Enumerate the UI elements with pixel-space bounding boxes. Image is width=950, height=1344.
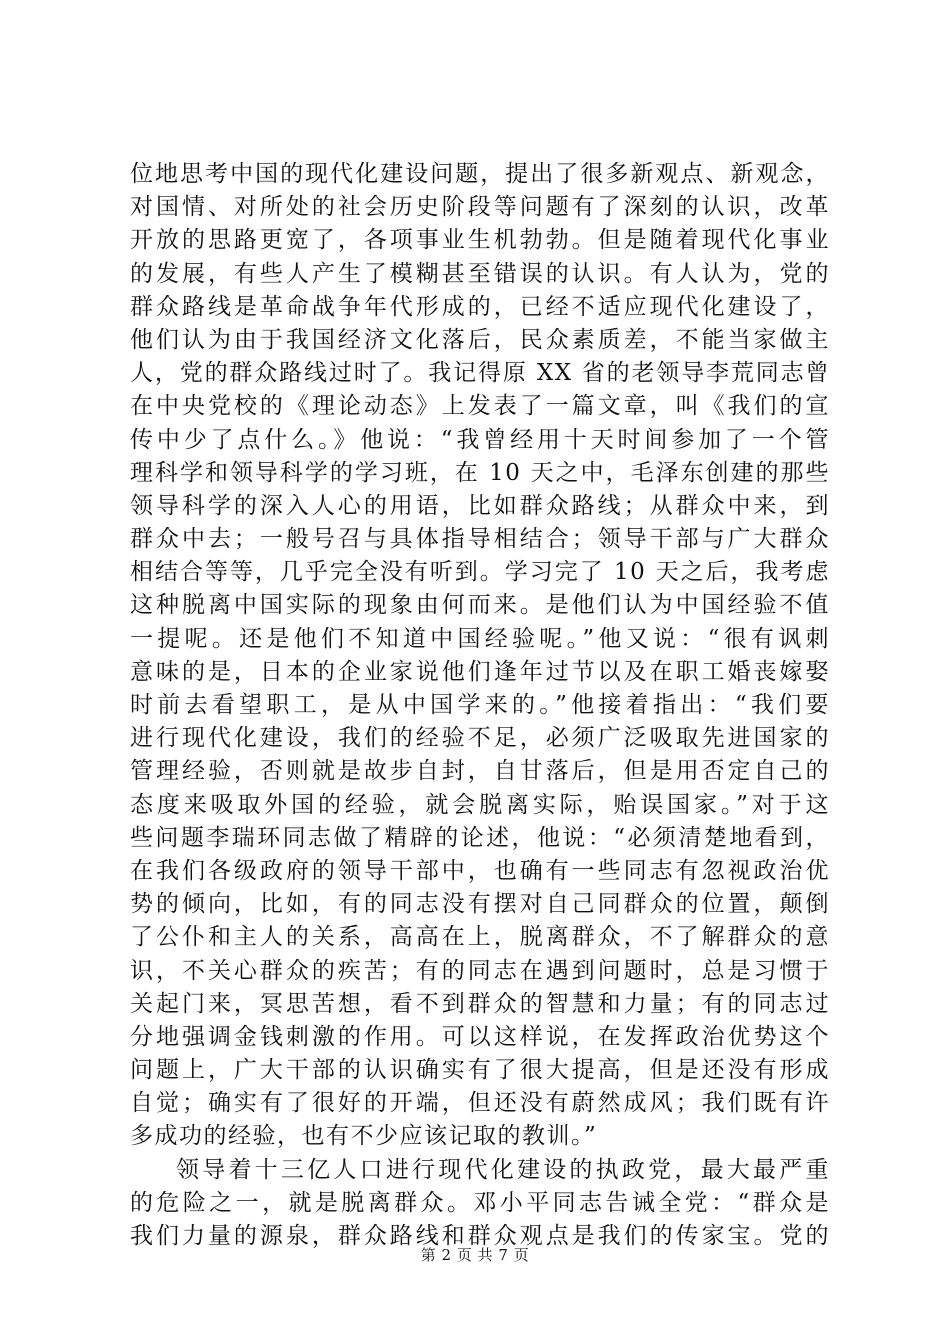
text-line: 传中少了点什么。》他说：“我曾经用十天时间参加了一个管 [130,426,830,453]
text-line: 在我们各级政府的领导干部中，也确有一些同志有忽视政治优 [130,857,830,884]
text-line: 时前去看望职工，是从中国学来的。”他接着指出：“我们要 [130,692,830,718]
text-line: 在中央党校的《理论动态》上发表了一篇文章，叫《我们的宣 [130,393,830,420]
text-line: 的发展，有些人产生了模糊甚至错误的认识。有人认为，党的 [130,260,830,287]
text-line: 进行现代化建设，我们的经验不足，必须广泛吸取先进国家的 [130,725,830,752]
text-line: 开放的思路更宽了，各项事业生机勃勃。但是随着现代化事业 [130,227,830,254]
text-line: 位地思考中国的现代化建设问题，提出了很多新观点、新观念， [130,161,830,187]
text-line: 他们认为由于我国经济文化落后，民众素质差，不能当家做主 [130,326,830,353]
text-line: 势的倾向，比如，有的同志没有摆对自己同群众的位置，颠倒 [130,891,830,918]
text-line: 问题上，广大干部的认识确实有了很大提高，但是还没有形成 [130,1057,830,1084]
text-line: 管理经验，否则就是故步自封，自甘落后，但是用否定自己的 [130,758,830,785]
text-line: 意味的是，日本的企业家说他们逢年过节以及在职工婚丧嫁娶 [130,658,830,685]
page-number: 第 2 页 共 7 页 [420,1246,530,1264]
text-line: 的危险之一，就是脱离群众。邓小平同志告诫全党：“群众是 [130,1189,830,1216]
text-line: 群众中去；一般号召与具体指导相结合；领导干部与广大群众 [130,526,830,553]
text-line: 一提呢。还是他们不知道中国经验呢。”他又说：“很有讽刺 [130,625,830,652]
text-line: 我们力量的源泉，群众路线和群众观点是我们的传家宝。党的 [130,1223,830,1249]
text-line: 这种脱离中国实际的现象由何而来。是他们认为中国经验不值 [130,592,830,619]
text-line: 识，不关心群众的疾苦；有的同志在遇到问题时，总是习惯于 [130,957,830,984]
text-line: 多成功的经验，也有不少应该记取的教训。” [130,1123,598,1150]
text-line: 相结合等等，几乎完全没有听到。学习完了 10 天之后，我考虑 [130,559,830,586]
text-line: 对国情、对所处的社会历史阶段等问题有了深刻的认识，改革 [130,194,830,221]
text-line: 了公仆和主人的关系，高高在上，脱离群众，不了解群众的意 [130,924,830,951]
text-line: 领导着十三亿人口进行现代化建设的执政党，最大最严重 [176,1156,830,1183]
text-line: 人，党的群众路线过时了。我记得原 XX 省的老领导李荒同志曾 [130,360,830,387]
text-line: 自觉；确实有了很好的开端，但还没有蔚然成风；我们既有许 [130,1090,830,1117]
text-line: 领导科学的深入人心的用语，比如群众路线；从群众中来，到 [130,492,830,519]
text-line: 态度来吸取外国的经验，就会脱离实际，贻误国家。”对于这 [130,791,830,818]
text-line: 些问题李瑞环同志做了精辟的论述，他说：“必须清楚地看到， [130,824,830,851]
text-line: 理科学和领导科学的学习班，在 10 天之中，毛泽东创建的那些 [130,459,830,486]
text-line: 分地强调金钱刺激的作用。可以这样说，在发挥政治优势这个 [130,1023,830,1050]
body-text [130,158,830,1253]
text-line: 关起门来，冥思苦想，看不到群众的智慧和力量；有的同志过 [130,990,830,1017]
text-line: 群众路线是革命战争年代形成的，已经不适应现代化建设了， [130,293,830,320]
